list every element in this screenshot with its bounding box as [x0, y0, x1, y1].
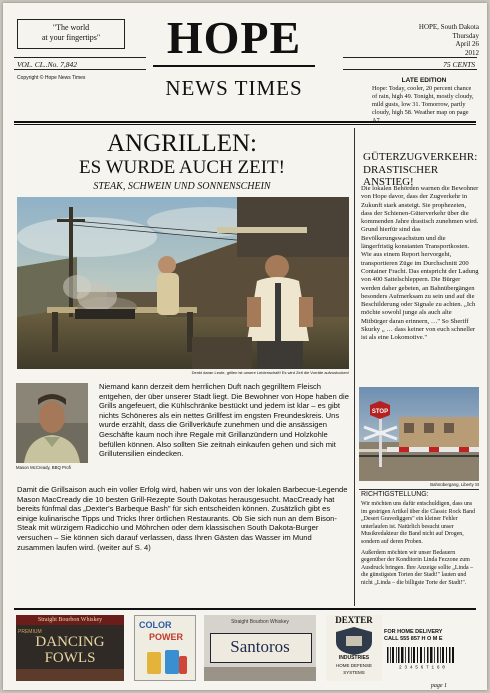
lead-headline-2: ES WURDE AUCH ZEIT! — [79, 157, 285, 178]
railroad-crossing-photo — [359, 387, 479, 481]
ad3-bottom-band — [204, 667, 316, 681]
dateline-weekday: Thursday — [452, 31, 479, 40]
ad2-line-2: POWER — [149, 632, 184, 642]
lead-headline-1: ANGRILLEN: — [107, 130, 257, 157]
correction-para-1: Wir möchten uns dafür entschuldigen, dass uns im gestrigen Artikel über die Classic Rock Band „Desert Gravediggers" ein kleiner Fehler unterlaufen ist. Natürlich besucht unser Musikredakteur die Band nicht auf Drogen, sondern auf deren Proben. — [361, 501, 476, 545]
stop-sign-text: STOP — [371, 409, 389, 415]
bbq-photo-caption: Denkt daran Leute, grillen ist unsere Leidenschaft! Es wird Zeit die Vorräte aufzustocken! — [191, 370, 349, 375]
ad4-name-2: INDUSTRIES — [338, 655, 370, 661]
vol-rule-bottom — [14, 69, 146, 70]
ad1-bottom-band — [16, 669, 124, 681]
volume-number: VOL. CL..No. 7,842 — [17, 60, 77, 69]
masthead-rule — [14, 121, 476, 123]
ad3-name: Santoros — [230, 637, 290, 656]
portrait-photo — [16, 383, 88, 463]
ad1-name-2: FOWLS — [44, 650, 96, 666]
paint-bottle-icon — [141, 646, 189, 676]
dateline-year: 2012 — [465, 48, 479, 57]
ad1-premium: PREMIUM — [18, 629, 42, 635]
side-body: Die lokalen Behörden warnen die Bewohner von Hope davor, dass der Zugverkehr in Zukunft stark ansteigt. Sie prophezeien, dass der Schienen-Güterverkehr über die kommenden Jahre drastisch zunehmen wird. Grund hierfür sind das Bevölkerungswachstum und die längerfristig konstanten Transportkosten. Wie aus einem Report hervorgeht, transportieren Züge im Durchschnitt 200 Container Fracht. Das entspricht der Ladung von 400 Sattelschleppern. Die Bürger werden daher gebeten, an Bahnübergängen besonders Aufmerksam zu sein und auf die Beschilderung oder Signale zu achten. „Ich möchte sowohl junge als auch alte Mitbürger daran erinnern, …" So Sheriff Skurky „ … dass keiner von euch schneller ist als eine Lokomotive." — [361, 185, 479, 342]
vol-rule-top — [14, 57, 146, 58]
home-delivery — [384, 629, 482, 643]
railroad-crossing-image — [359, 387, 479, 481]
ad-dexter-industries[interactable] — [326, 615, 382, 681]
correction-heading: RICHTIGSTELLUNG: — [361, 491, 429, 498]
portrait-caption: Mason McCready, BBQ Profi — [16, 465, 71, 470]
lead-subhead: STEAK, SCHWEIN UND SONNENSCHEIN — [93, 181, 271, 192]
ad1-name-1: DANCING — [35, 634, 105, 650]
page-number: page 1 — [430, 683, 447, 689]
dateline-date: April 26 — [455, 40, 479, 48]
correction-body — [361, 501, 479, 588]
masthead-rule-thin — [14, 124, 476, 125]
side-headline-1: GÜTERZUGVERKEHR: — [363, 151, 478, 163]
correction-para-2: Außerdem möchten wir unser Bedauern gegenüber der Konditorin Linda Fezzone zum Ausdruck bringen. Ihre Anzeige sollte „Linda – die günstigsten Torten der Stadt!" lauten und nicht „Linda – die billigste Torte der Stadt!". — [361, 549, 474, 586]
delivery-label: FOR HOME DELIVERY — [384, 629, 443, 635]
correction-rule — [359, 489, 479, 490]
slogan-box — [17, 19, 125, 49]
weather-box — [372, 77, 476, 125]
barcode-digits: 2 3 4 5 6 7 1 6 0 — [399, 665, 445, 669]
copyright: Copyright © Hope News Times — [17, 75, 86, 81]
newspaper-page — [3, 3, 487, 690]
bbq-scene-image — [17, 197, 349, 369]
mason-mccready-portrait — [16, 383, 88, 463]
ad-color-power[interactable] — [134, 615, 196, 681]
dateline — [389, 23, 479, 57]
dateline-location: HOPE, South Dakota — [418, 23, 479, 31]
price-rule-bottom — [343, 69, 477, 70]
side-headline-2: DRASTISCHER ANSTIEG! — [363, 163, 439, 188]
ads-rule — [14, 608, 476, 610]
lead-body-bottom: Damit die Grillsaison auch ein voller Erfolg wird, haben wir uns von der lokalen Barbecue-Legende Mason MacCready die 10 besten Grill-Rezepte South Dakotas herausgesucht. MacCready hat bereits fünfmal das „Dexter's Barbeque Bash" für sich entscheiden können. Zusätzlich gibt es einige kulinarische Tipps und Tricks Ihrer örtlichen Restaurants. Ob Sie sich nun an dem Bison-Steak mit würzigem Radicchio und Möhrchen oder dem klassischen South Dakota-Burger versuchen – Sie können sich darauf verlassen, dass Ihren Gästen das Wasser im Mund zusammen laufen wird. (weiter auf S. 4) — [17, 485, 348, 552]
ad4-sub-1: HOME DEFENSE — [335, 663, 372, 668]
masthead-divider — [153, 65, 315, 67]
column-rule — [354, 128, 355, 606]
slogan-line-1: "The world — [52, 23, 90, 32]
price-rule-top — [343, 57, 477, 58]
ad4-name-1: DEXTER — [335, 615, 373, 625]
shield-icon — [334, 626, 374, 656]
masthead-subtitle: NEWS TIMES — [165, 76, 303, 100]
masthead-title: HOPE — [166, 12, 302, 63]
ad4-sub-2: SYSTEMS — [343, 670, 365, 675]
late-edition-label: LATE EDITION — [401, 77, 447, 84]
barcode-icon — [387, 647, 457, 669]
bbq-scene-photo — [17, 197, 349, 369]
ad1-top-text: Straight Bourbon Whiskey — [16, 615, 124, 625]
slogan-line-2: at your fingertips" — [41, 33, 101, 42]
weather-text: Hope: Today, cooler, 20 percent chance of rain, high 49. Tonight, mostly cloudy, mild gusts, low 31. Tomorrow, partly cloudy, high 58. Weather map on page — [372, 85, 474, 116]
ad-santoros[interactable] — [204, 615, 316, 681]
lead-body-top: Niemand kann derzeit dem herrlichen Duft nach gegrilltem Fleisch entgehen, der über unserer Stadt liegt. Die Bewohner von Hope haben die Grills angefeuert, die Kühlschränke bestückt und jedem ist klar – es gibt nichts Schöneres als ein nettes Grillfest im engsten Freundeskreis. Uns wurde erzählt, dass die Grillverkäufe zunehmen und die ansässigen Geschäfte kaum noch ihre Regale mit Grillanzündern und Holzkohle befüllen können. Also sollten Sie zeitnah einkaufen gehen und sich mit Grillutensilien eindecken. — [99, 382, 349, 459]
ad2-line-1: COLOR — [139, 620, 172, 630]
ad-dancing-fowls[interactable] — [16, 615, 124, 681]
crossing-caption: Bahnübergang, Liberty St — [430, 482, 479, 487]
price: 75 CENTS — [443, 60, 475, 69]
side-headline — [363, 151, 479, 189]
delivery-phone: CALL 555 857 H O M E — [384, 636, 443, 642]
ad3-top-text: Straight Bourbon Whiskey — [231, 619, 289, 625]
